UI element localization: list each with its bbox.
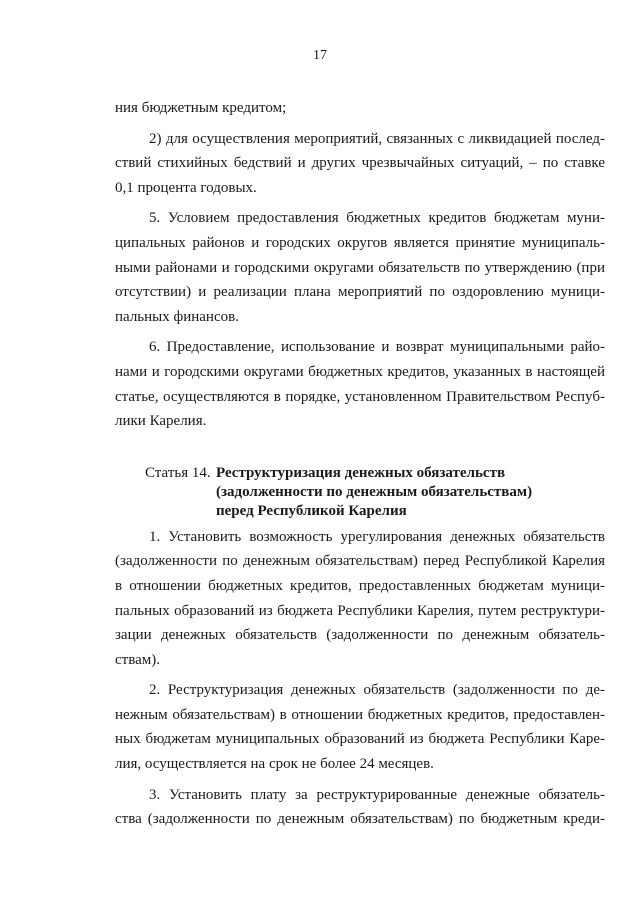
paragraph-6 xyxy=(115,335,605,433)
article-paragraph-1 xyxy=(115,525,605,673)
article-paragraph-3 xyxy=(115,783,605,832)
text-line: ципальных районов и городских округов является принятие муниципаль- xyxy=(115,234,605,251)
article-title-text: перед Республикой Карелия xyxy=(216,502,407,519)
text-line: зации денежных обязательств (задолженности по денежным обязатель- xyxy=(115,627,605,644)
article-title-line xyxy=(145,464,605,483)
text-line: 6. Предоставление, использование и возврат муниципальными райо- xyxy=(149,339,605,356)
text-line: 0,1 процента годовых. xyxy=(115,179,257,196)
text-line: статье, осуществляются в порядке, установленном Правительством Респуб- xyxy=(115,388,605,405)
page-number: 17 xyxy=(313,48,327,63)
text-line: пальных образований из бюджета Республики Карелия, путем реструктури- xyxy=(115,602,605,619)
article-heading xyxy=(145,464,605,521)
article-title-line xyxy=(145,502,605,521)
paragraph-5 xyxy=(115,206,605,329)
article-title-text: (задолженности по денежным обязательствам) xyxy=(216,483,533,500)
text-line: 3. Установить плату за реструктурированные денежные обязатель- xyxy=(149,786,605,803)
text-line: ствий стихийных бедствий и других чрезвычайных ситуаций, – по ставке xyxy=(115,155,605,172)
article-title-text: Реструктуризация денежных обязательств xyxy=(216,464,506,481)
article-paragraph-2 xyxy=(115,678,605,776)
text-line: нежным обязательствам) в отношении бюджетных кредитов, предоставлен- xyxy=(115,706,605,723)
text-line: ными районами и городскими округами обязательств по утверждению (при xyxy=(115,259,605,276)
text-line: ных бюджетам муниципальных образований из бюджета Республики Каре- xyxy=(115,731,605,748)
text-line: 2) для осуществления мероприятий, связанных с ликвидацией послед- xyxy=(149,130,605,147)
text-line: (задолженности по денежным обязательствам) перед Республикой Карелия xyxy=(115,553,605,570)
text-line: пальных финансов. xyxy=(115,308,239,325)
text-line: в отношении бюджетных кредитов, предоставленных бюджетам муници- xyxy=(115,577,605,594)
text-line: 5. Условием предоставления бюджетных кредитов бюджетам муни- xyxy=(149,210,605,227)
text-line: лия, осуществляется на срок не более 24 месяцев. xyxy=(115,756,434,773)
document-body xyxy=(115,96,605,838)
text-line: 1. Установить возможность урегулирования денежных обязательств xyxy=(149,528,605,545)
text-line: ствам). xyxy=(115,651,160,668)
text-line: ства (задолженности по денежным обязательствам) по бюджетным креди- xyxy=(115,811,605,828)
text-line: отсутствии) и реализации плана мероприятий по оздоровлению муници- xyxy=(115,284,605,301)
paragraph-continuation xyxy=(115,96,605,121)
text-line: ния бюджетным кредитом; xyxy=(115,100,287,116)
text-line: нами и городскими округами бюджетных кредитов, указанных в настоящей xyxy=(115,363,605,380)
text-line: 2. Реструктуризация денежных обязательств (задолженности по де- xyxy=(149,682,605,699)
text-line: лики Карелия. xyxy=(115,413,207,430)
paragraph-item-2 xyxy=(115,127,605,201)
article-label: Статья 14. xyxy=(145,464,211,481)
article-title-line xyxy=(145,483,605,502)
